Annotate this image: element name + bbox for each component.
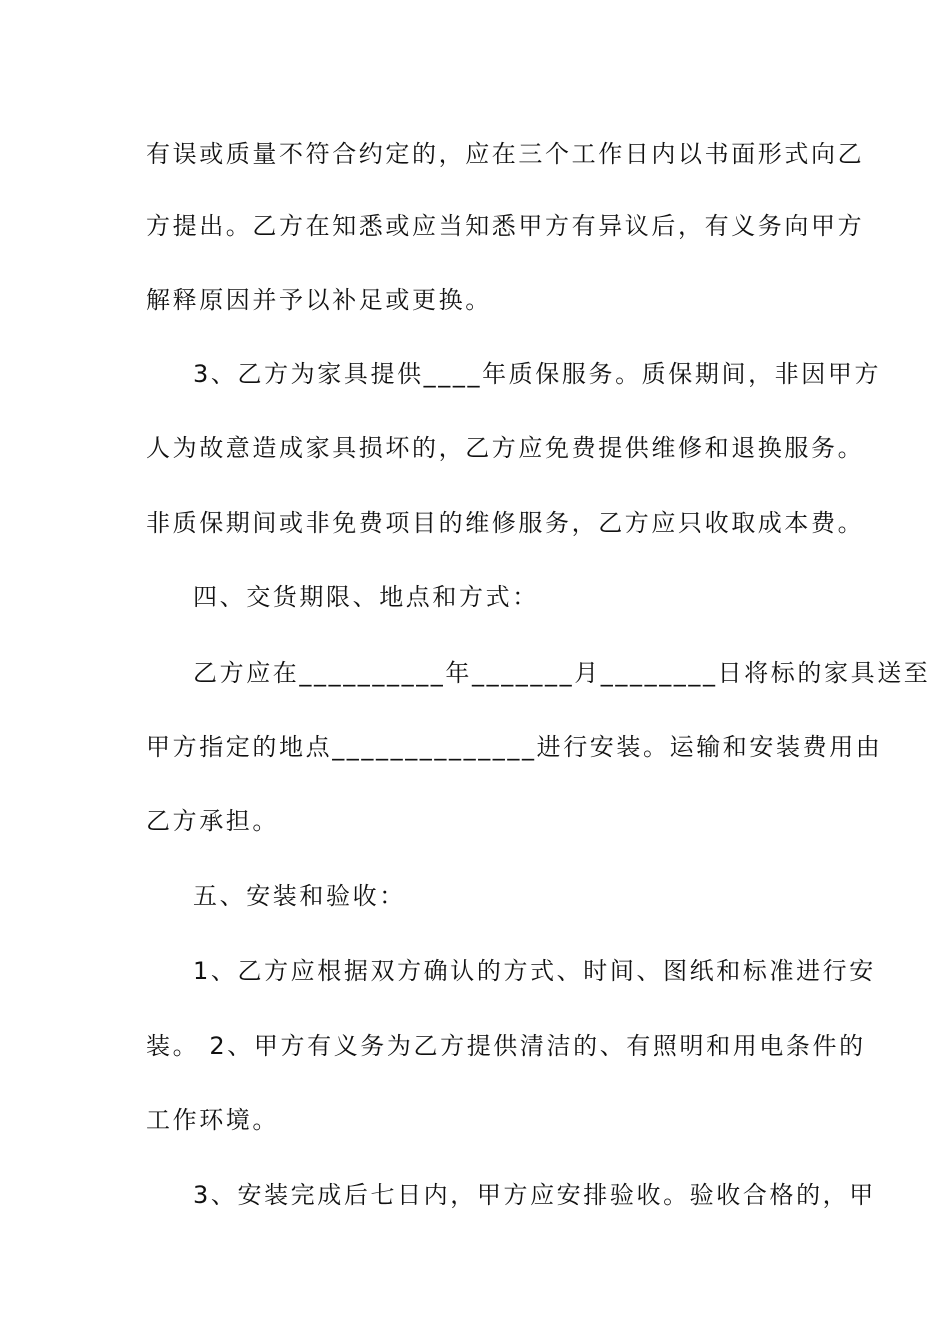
text-line: 方提出。乙方在知悉或应当知悉甲方有异议后，有义务向甲方 xyxy=(146,212,865,240)
text-line: 甲方指定的地点______________进行安装。运输和安装费用由 xyxy=(146,733,883,761)
text-line: 乙方应在__________年_______月________日将标的家具送至 xyxy=(193,659,931,687)
section-heading: 四、交货期限、地点和方式： xyxy=(193,583,539,611)
text-line: 人为故意造成家具损坏的，乙方应免费提供维修和退换服务。 xyxy=(146,434,865,462)
text-line: 装。 2、甲方有义务为乙方提供清洁的、有照明和用电条件的 xyxy=(146,1032,866,1060)
text-line: 有误或质量不符合约定的，应在三个工作日内以书面形式向乙 xyxy=(146,140,865,168)
text-line: 1、乙方应根据双方确认的方式、时间、图纸和标准进行安 xyxy=(193,957,876,985)
text-line: 解释原因并予以补足或更换。 xyxy=(146,286,492,314)
text-line: 3、安装完成后七日内，甲方应安排验收。验收合格的，甲 xyxy=(193,1181,876,1209)
text-line: 乙方承担。 xyxy=(146,807,279,835)
text-line: 3、乙方为家具提供____年质保服务。质保期间，非因甲方 xyxy=(193,360,882,388)
text-line: 工作环境。 xyxy=(146,1106,279,1134)
text-line: 非质保期间或非免费项目的维修服务，乙方应只收取成本费。 xyxy=(146,509,865,537)
section-heading: 五、安装和验收： xyxy=(193,882,406,910)
